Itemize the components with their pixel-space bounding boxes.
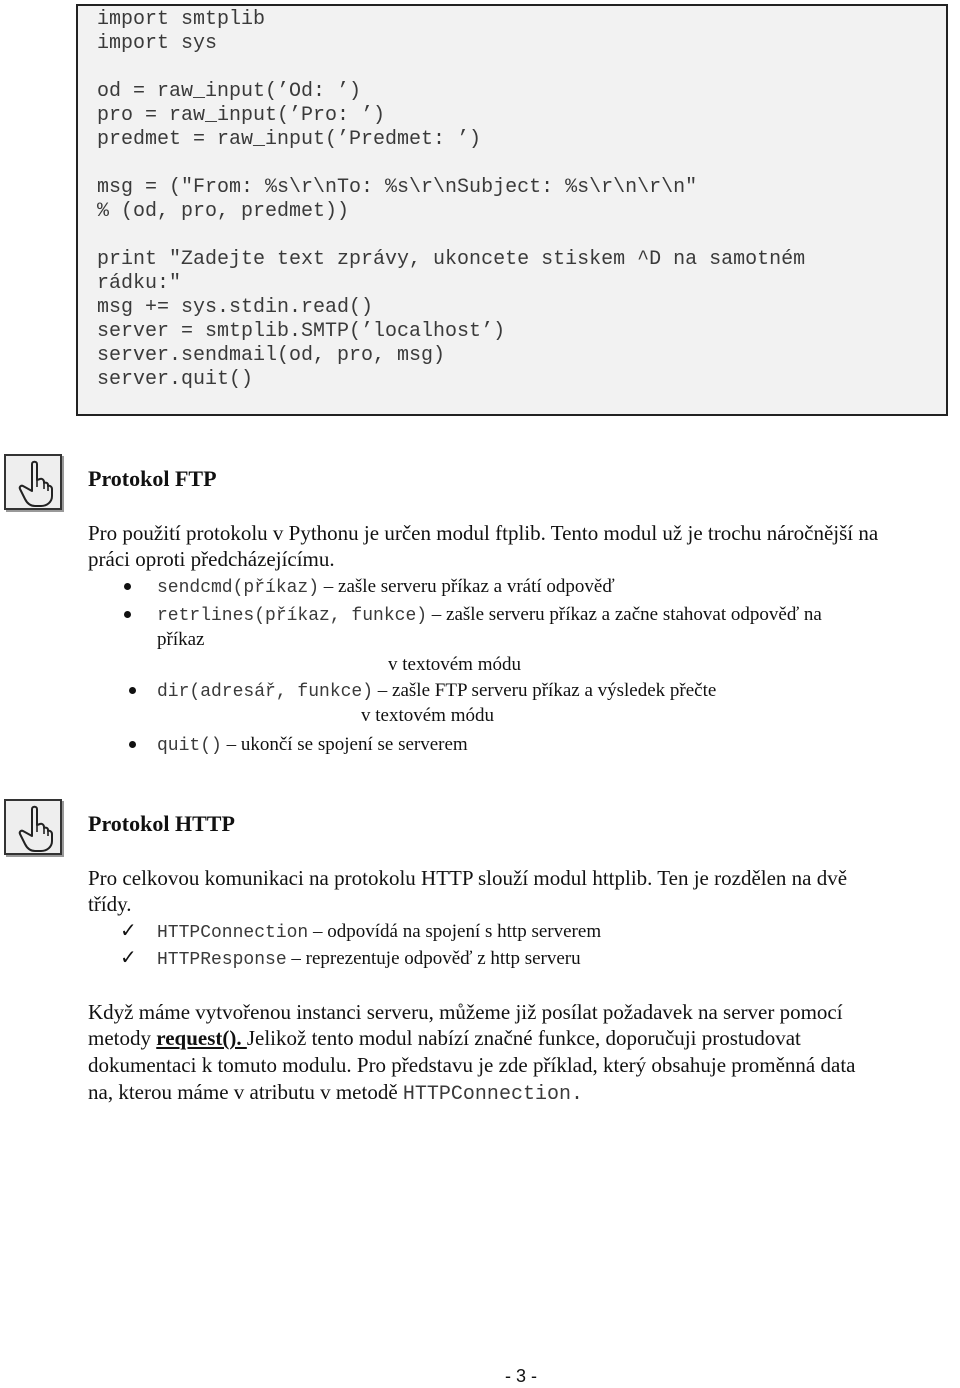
item-description: – zašle FTP serveru příkaz a výsledek přečte — [373, 680, 717, 701]
http-paragraph-line — [88, 1079, 583, 1108]
item-description: – odpovídá na spojení s http serverem — [308, 921, 602, 942]
code-line: pro = raw_input(’Pro: ’) — [97, 104, 386, 127]
section-heading-ftp: Protokol FTP — [88, 466, 217, 491]
pointing-hand-icon — [4, 799, 62, 855]
code-line: import smtplib — [97, 8, 266, 31]
request-link[interactable]: request(). — [156, 1026, 247, 1050]
code-line: msg = ("From: %s\r\nTo: %s\r\nSubject: %s\r\n\r\n" — [97, 176, 698, 199]
item-description: – zašle serveru příkaz a vrátí odpověď — [319, 576, 615, 597]
paragraph-text: Jelikož tento modul nabízí značné funkce, doporučuji prostudovat — [246, 1026, 801, 1050]
method-code: dir(adresář, funkce) — [157, 682, 374, 702]
section-heading-http: Protokol HTTP — [88, 811, 235, 836]
paragraph-text: metody — [88, 1026, 157, 1050]
item-description: – ukončí se spojení se serverem — [221, 734, 468, 755]
http-intro-line: třídy. — [88, 892, 132, 916]
code-line: print "Zadejte text zprávy, ukoncete stiskem ^D na samotném — [97, 248, 806, 271]
list-item — [157, 733, 468, 758]
code-line: server.quit() — [97, 368, 254, 391]
ftp-intro-line: práci oproti předcházejícímu. — [88, 547, 335, 571]
method-code: retrlines(příkaz, funkce) — [157, 606, 428, 626]
pointing-hand-icon — [4, 454, 62, 510]
code-line: % (od, pro, predmet)) — [97, 200, 350, 223]
item-continuation: příkaz — [157, 629, 205, 650]
list-item — [157, 679, 716, 704]
list-item — [157, 947, 581, 972]
list-item — [157, 920, 601, 945]
http-paragraph-line: dokumentaci k tomuto modulu. Pro představu je zde příklad, který obsahuje proměnná data — [88, 1053, 856, 1077]
code-line: import sys — [97, 32, 218, 55]
paragraph-text: na, kterou máme v atributu v metodě — [88, 1080, 403, 1104]
method-code: quit() — [157, 736, 222, 756]
class-code: HTTPResponse — [157, 950, 287, 970]
ftp-intro-line: Pro použití protokolu v Pythonu je určen modul ftplib. Tento modul už je trochu náročnější na — [88, 521, 879, 545]
code-line: od = raw_input(’Od: ’) — [97, 80, 362, 103]
code-line: rádku:" — [97, 272, 182, 295]
http-paragraph-line — [88, 1025, 801, 1051]
code-line: msg += sys.stdin.read() — [97, 296, 374, 319]
http-paragraph-line: Když máme vytvořenou instanci serveru, můžeme již posílat požadavek na server pomocí — [88, 1000, 843, 1024]
item-continuation: v textovém módu — [361, 705, 494, 726]
list-item — [157, 575, 615, 600]
checkmark-icon: ✓ — [120, 918, 137, 942]
item-continuation: v textovém módu — [388, 654, 521, 675]
code-line: server = smtplib.SMTP(’localhost’) — [97, 320, 506, 343]
code-line: predmet = raw_input(’Predmet: ’) — [97, 128, 482, 151]
checkmark-icon: ✓ — [120, 945, 137, 969]
page-number: - 3 - — [505, 1366, 538, 1386]
code-line: server.sendmail(od, pro, msg) — [97, 344, 446, 367]
class-code: HTTPConnection. — [402, 1083, 583, 1106]
bullet-dot-icon — [129, 687, 136, 694]
bullet-dot-icon — [129, 741, 136, 748]
bullet-dot-icon — [124, 583, 131, 590]
method-code: sendcmd(příkaz) — [157, 578, 320, 598]
list-item — [157, 603, 822, 628]
code-listing — [76, 4, 948, 416]
item-description: – reprezentuje odpověď z http serveru — [286, 948, 581, 969]
bullet-dot-icon — [124, 611, 131, 618]
item-description: – zašle serveru příkaz a začne stahovat odpověď na — [427, 604, 822, 625]
http-intro-line: Pro celkovou komunikaci na protokolu HTTP slouží modul httplib. Ten je rozdělen na dvě — [88, 866, 848, 890]
class-code: HTTPConnection — [157, 923, 309, 943]
